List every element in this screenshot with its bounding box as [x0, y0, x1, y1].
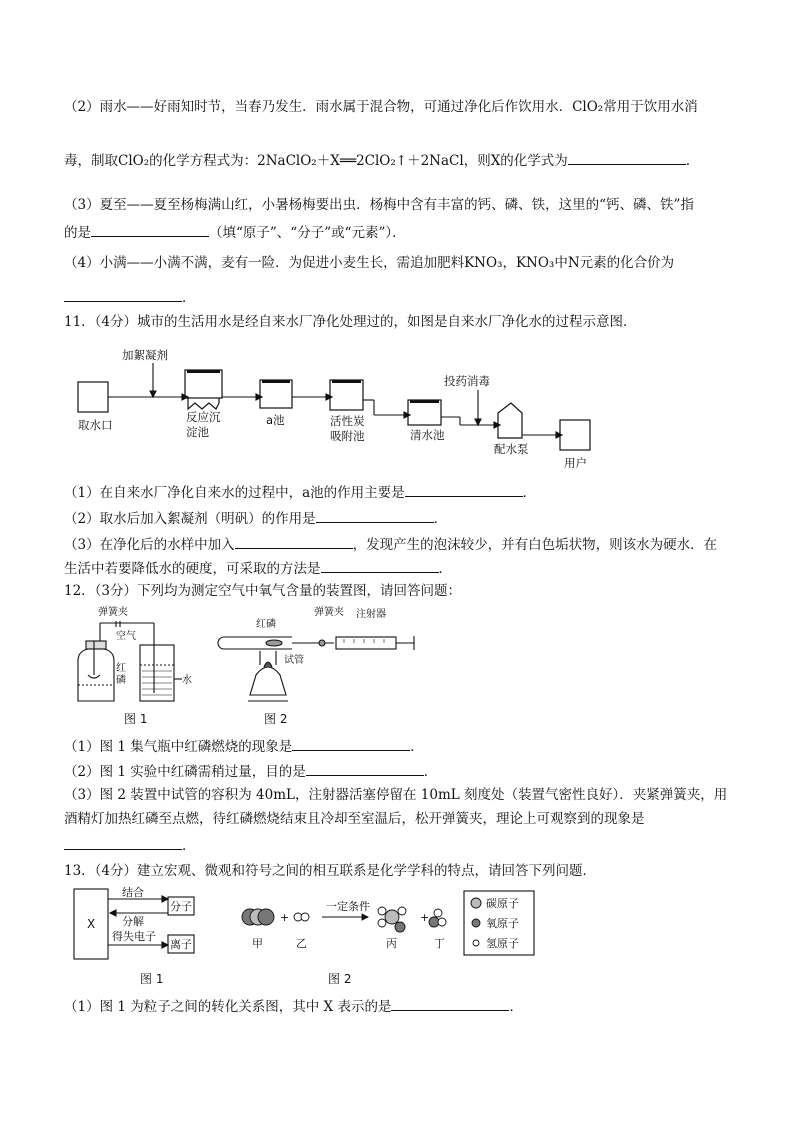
water-beaker — [140, 645, 174, 701]
q12-sub3-line1: （3）图 2 装置中试管的容积为 40mL，注射器活塞停留在 10mL 刻度处（装置气密性良好）．夹紧弹簧夹，用 — [64, 787, 728, 803]
combine-label: 结合 — [122, 886, 144, 899]
legend-oxygen-dot — [472, 919, 480, 927]
yi-label: 乙 — [296, 937, 307, 950]
legend-carbon: 碳原子 — [486, 897, 519, 910]
answer-blank[interactable] — [64, 835, 182, 850]
condition-label: 一定条件 — [326, 900, 370, 913]
clear-pool-label: 清水池 — [410, 428, 445, 442]
decompose-label: 分解 — [122, 915, 144, 928]
answer-blank[interactable] — [321, 558, 439, 573]
answer-blank[interactable] — [91, 222, 209, 237]
q11-title: 11．（4分）城市的生活用水是经自来水厂净化处理过的，如图是自来水厂净化水的过程示意图． — [64, 314, 637, 330]
particle-diagrams — [70, 885, 570, 990]
carbon-label-1: 活性炭 — [330, 414, 365, 428]
q11-sub2: （2）取水后加入絮凝剂（明矾）的作用是 ． — [64, 508, 447, 528]
pump — [498, 403, 522, 438]
bing-label: 丙 — [386, 937, 397, 950]
flocculant-label: 加絮凝剂 — [122, 348, 168, 362]
q12-sub3-line2: 酒精灯加热红磷至点燃，待红磷燃烧结束且冷却至室温后，松开弹簧夹，理论上可观察到的现象是 — [64, 811, 645, 827]
svg-text:+: + — [420, 911, 430, 924]
q10-part4-line2: ． — [64, 287, 196, 307]
x-label: X — [87, 917, 96, 931]
answer-blank[interactable] — [306, 761, 424, 776]
fig2-syringe-label: 注射器 — [356, 609, 386, 620]
legend-hydrogen-dot — [473, 940, 479, 946]
fig1-caption: 图 1 — [140, 972, 164, 986]
fig1-caption: 图 1 — [124, 712, 148, 726]
answer-blank[interactable] — [316, 508, 434, 523]
fig2-clip-label: 弹簧夹 — [314, 607, 344, 618]
user-label: 用户 — [564, 456, 587, 470]
q10-part3-line1: （3）夏至——夏至杨梅满山红，小暑杨梅要出虫．杨梅中含有丰富的钙、磷、铁，这里的“钙、磷、铁”指 — [64, 197, 694, 213]
legend-hydrogen: 氢原子 — [486, 937, 519, 950]
fig1-air-label: 空气 — [116, 631, 136, 642]
molecule-label: 分子 — [170, 900, 192, 913]
molecule-ding — [434, 909, 442, 917]
clear-pool — [408, 400, 441, 425]
ion-label: 离子 — [170, 938, 192, 951]
fig1-phos-label-1: 红 — [116, 663, 126, 674]
electron-label: 得失电子 — [112, 930, 156, 943]
carbon-pool — [330, 380, 363, 410]
syringe — [336, 637, 396, 649]
fig2-caption: 图 2 — [328, 972, 352, 986]
q13-title: 13．（4分）建立宏观、微观和符号之间的相互联系是化学学科的特点，请回答下列问题． — [64, 863, 597, 879]
fig2-tube-label: 试管 — [284, 655, 304, 666]
q10-part4-line1: （4）小满——小满不满，麦有一险．为促进小麦生长，需追加肥料KNO₃，KNO₃中N元素的化合价为 — [64, 255, 675, 271]
fig2-caption: 图 2 — [264, 712, 288, 726]
reaction-tank — [185, 370, 222, 398]
answer-blank[interactable] — [64, 287, 182, 302]
carbon-label-2: 吸附池 — [330, 429, 365, 443]
svg-text:+: + — [280, 911, 290, 924]
disinfect-label: 投药消毒 — [444, 374, 490, 388]
reaction-label-1: 反应沉 — [186, 410, 221, 424]
fig1-clip-label: 弹簧夹 — [98, 607, 128, 618]
intake-box — [78, 382, 108, 412]
reaction-label-2: 淀池 — [186, 425, 209, 439]
fig1-water-label: 水 — [182, 675, 192, 686]
answer-blank[interactable] — [405, 482, 523, 497]
q10-part2-line2: 毒，制取ClO₂的化学方程式为：2NaClO₂＋X══2ClO₂↑＋2NaCl，则X的化学式为 ． — [64, 150, 699, 170]
q12-sub3-line3: ． — [64, 835, 196, 855]
pool-a — [260, 380, 292, 408]
answer-blank[interactable] — [235, 534, 353, 549]
water-purification-diagram — [70, 345, 610, 475]
molecule-bing — [385, 910, 399, 924]
fig1-phos-label-2: 磷 — [116, 675, 126, 686]
q10-part3-line2: 的是 （填“原子”、“分子”或“元素”）． — [64, 222, 406, 242]
user-box — [560, 420, 590, 450]
pool-a-label: a池 — [266, 413, 285, 427]
answer-blank[interactable] — [568, 150, 686, 165]
q12-sub2: （2）图 1 实验中红磷需稍过量，目的是 ． — [64, 761, 437, 781]
q13-sub1: （1）图 1 为粒子之间的转化关系图，其中 X 表示的是 ． — [64, 996, 523, 1016]
fig2-phos-label: 红磷 — [256, 619, 276, 630]
pump-label: 配水泵 — [494, 442, 529, 456]
q11-sub3-line2: 生活中若要降低水的硬度，可采取的方法是 ． — [64, 558, 452, 578]
q11-sub1: （1）在自来水厂净化自来水的过程中，a池的作用主要是 ． — [64, 482, 536, 502]
q10-part2-line1: （2）雨水——好雨知时节，当春乃发生．雨水属于混合物，可通过净化后作饮用水．ClO₂常用于饮用水消 — [64, 99, 698, 115]
q12-title: 12．（3分）下列均为测定空气中氧气含量的装置图，请回答问题： — [64, 583, 462, 599]
q11-sub3-line1: （3）在净化后的水样中加入 ，发现产生的泡沫较少，并有白色垢状物，则该水为硬水．在 — [64, 534, 717, 554]
ding-label: 丁 — [434, 937, 445, 950]
oxygen-apparatus-figures — [64, 603, 424, 728]
q12-sub1: （1）图 1 集气瓶中红磷燃烧的现象是 ． — [64, 736, 424, 756]
alcohol-lamp — [250, 667, 286, 695]
answer-blank[interactable] — [391, 996, 509, 1011]
gas-bottle — [78, 649, 114, 701]
intake-label: 取水口 — [78, 418, 113, 432]
answer-blank[interactable] — [292, 736, 410, 751]
legend-oxygen: 氧原子 — [486, 917, 519, 930]
legend-carbon-dot — [471, 898, 481, 908]
jia-label: 甲 — [252, 937, 263, 950]
